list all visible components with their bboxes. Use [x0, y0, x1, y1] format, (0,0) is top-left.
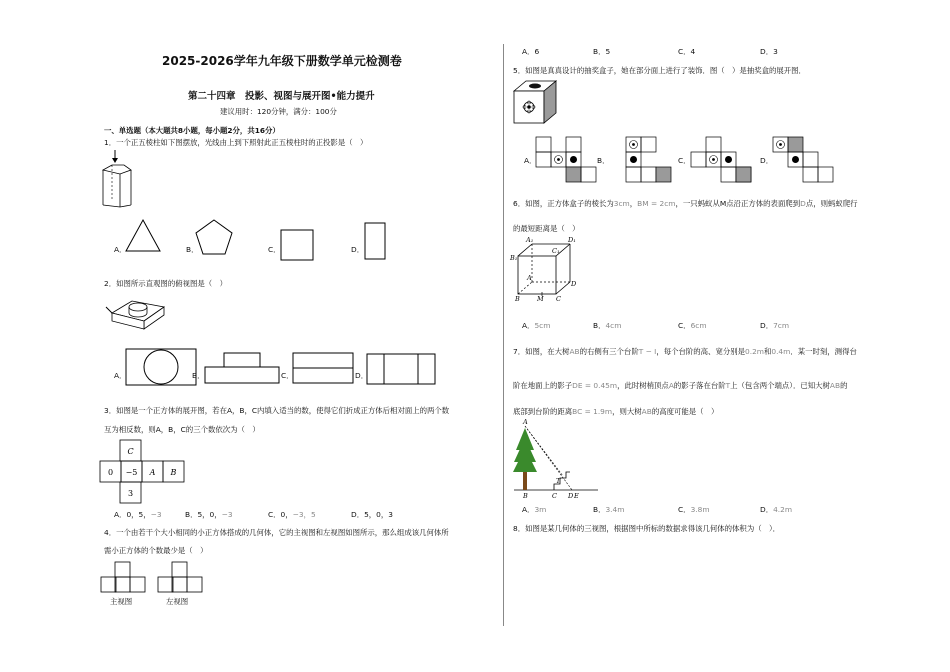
q6-stem-line2: 的最短距离是（ ）	[513, 224, 580, 233]
q4-left-view	[157, 561, 205, 593]
q7-text-2a: 阶在地面上的影子	[513, 381, 573, 390]
q6-option-d[interactable]	[760, 321, 789, 331]
q5-box-figure	[512, 79, 558, 125]
q3-option-a[interactable]	[114, 510, 162, 520]
q2-option-b[interactable]: B．	[192, 371, 205, 380]
q6-label-d: D	[571, 280, 577, 288]
q7-math-a: A	[668, 381, 674, 390]
q7-tree-figure	[510, 420, 600, 500]
q7-text-a: 7．如图，在大树	[513, 347, 570, 356]
q5-option-d[interactable]: D．	[760, 156, 774, 165]
q5-net-b	[610, 137, 676, 185]
q7-option-a-text: A．	[522, 505, 535, 514]
q6-option-a-text: A．	[522, 321, 535, 330]
q7-text-2d: 上（包含两个端点）．已知大树	[730, 381, 830, 390]
q3-option-b-math: −3	[221, 510, 233, 519]
q7-math-bc: BC = 1.9m	[572, 407, 613, 416]
q7-stem-line1	[513, 347, 857, 357]
q6-option-d-math: 7cm	[773, 321, 790, 330]
q7-text-3b: ，则大树	[612, 407, 642, 416]
q6-stem-line1: 6．如图，正方体盒子的棱长为3cm，BM = 2cm，一只蚂蚁从M点沿正方体的表面爬到D点，则蚂蚁爬行	[513, 199, 858, 208]
q7-math-de: DE = 0.45m	[572, 381, 618, 390]
q7-label-b: B	[523, 492, 528, 500]
q7-option-b-text: B．	[593, 505, 606, 514]
q6-label-m: M	[537, 295, 544, 303]
q6-math-edge: 3cm	[613, 199, 630, 208]
q6-option-b-math: 4cm	[605, 321, 622, 330]
q7-math-h: 0.2m	[745, 347, 764, 356]
net-label-a: A	[149, 468, 156, 477]
net-label-b: B	[170, 468, 177, 477]
q7-text-d: 和	[763, 347, 772, 356]
q1-rectangle-shape	[364, 222, 386, 260]
q7-option-d-math: 4.2m	[773, 505, 793, 514]
q7-option-d-text: D．	[760, 505, 774, 514]
q1-pentagon-shape	[195, 219, 233, 255]
q3-cube-net	[100, 438, 186, 504]
q2-option-d[interactable]: D．	[355, 371, 369, 380]
q3-option-b-text: B．5，0，	[185, 510, 222, 519]
q2-view-b	[204, 352, 280, 384]
q4-option-c[interactable]: C．4	[678, 47, 696, 56]
q2-option-c[interactable]: C．	[281, 371, 294, 380]
q6-label-a: A	[527, 274, 532, 282]
q7-math-tj: T − I	[638, 347, 657, 356]
q2-solid-figure	[104, 293, 168, 339]
q6-option-c-math: 6cm	[690, 321, 707, 330]
q1-option-d[interactable]: D．	[351, 245, 365, 254]
q2-option-a[interactable]: A．	[114, 371, 127, 380]
q1-stem: 1．一个正五棱柱如下图摆放，光线由上到下照射此正五棱柱时的正投影是（ ）	[104, 138, 368, 147]
q7-math-ab: AB	[569, 347, 580, 356]
q4-caption-left: 左视图	[166, 597, 189, 606]
q7-text-3a: 底部到台阶的距离	[513, 407, 573, 416]
q7-text-c: ，每个台阶的高、宽分别是	[656, 347, 746, 356]
chapter-title: 第二十四章 投影、视图与展开图•能力提升	[188, 91, 375, 102]
q6-text-c: 点，则蚂蚁爬行	[805, 199, 858, 208]
q7-text-3c: 的高度可能是（ ）	[651, 407, 719, 416]
q3-stem-line1: 3．如图是一个正方体的展开图，若在A，B，C内填入适当的数，使得它们折成正方体后相对面上的两个数	[104, 406, 450, 415]
q7-stem-line3	[513, 407, 718, 417]
q6-text-b: ，一只蚂蚁从M点沿正方体的表面爬到	[675, 199, 801, 208]
q7-text-e: ．某一时刻，测得台	[790, 347, 857, 356]
q7-math-ab2: AB	[829, 381, 841, 390]
q6-option-b-text: B．	[593, 321, 606, 330]
q4-caption-front: 主视图	[110, 597, 133, 606]
q5-option-c[interactable]: C．	[678, 156, 691, 165]
q3-option-c-math: −3，5	[292, 510, 316, 519]
net-label-neg5: −5	[125, 468, 138, 477]
q6-label-b: B	[515, 295, 520, 303]
q3-option-a-math: −3	[150, 510, 162, 519]
q7-option-d[interactable]	[760, 505, 792, 515]
page-title: 2025-2026学年九年级下册数学单元检测卷	[162, 54, 402, 68]
column-divider	[503, 44, 504, 626]
q1-option-b[interactable]: B．	[186, 245, 199, 254]
q6-cube-figure	[512, 236, 576, 304]
q7-math-ab3: AB	[641, 407, 652, 416]
q6-text-a: 6．如图，正方体盒子的棱长为	[513, 199, 614, 208]
q7-text-2c: 的影子落在台阶	[673, 381, 726, 390]
q7-math-t: T	[725, 381, 731, 390]
time-advice: 建议用时：120分钟，满分：100分	[220, 107, 337, 116]
section-heading: 一、单选题（本大题共8小题，每小题2分，共16分）	[104, 126, 280, 135]
q8-stem: 8．如图是某几何体的三视图，根据图中所标的数据求得该几何体的体积为（ ）．	[513, 524, 781, 533]
q6-label-b1: B₁	[510, 254, 518, 262]
q7-option-c[interactable]	[678, 505, 710, 515]
q5-net-a	[535, 137, 601, 185]
q6-math-bm: BM = 2cm	[637, 199, 676, 208]
q4-option-a[interactable]: A．6	[522, 47, 540, 56]
q6-option-c-text: C．	[678, 321, 691, 330]
q2-view-c	[292, 352, 354, 384]
q5-net-c	[690, 137, 756, 185]
q5-net-d	[772, 137, 838, 185]
q7-option-a-math: 3m	[534, 505, 547, 514]
q3-option-c[interactable]	[268, 510, 316, 520]
q2-stem: 2．如图所示直观图的俯视图是（ ）	[104, 279, 227, 288]
q6-label-d1: D₁	[568, 236, 576, 244]
q7-label-c: C	[552, 492, 557, 500]
q6-math-d: D	[800, 199, 806, 208]
q4-option-b[interactable]: B．5	[593, 47, 611, 56]
q7-option-a[interactable]	[522, 505, 546, 515]
q5-option-b[interactable]: B．	[597, 156, 610, 165]
q5-option-a[interactable]: A．	[524, 156, 537, 165]
q4-stem-line2: 需小正方体的个数最少是（ ）	[104, 546, 208, 555]
q7-label-d: D	[568, 492, 574, 500]
q6-option-b[interactable]	[593, 321, 621, 331]
q3-option-b[interactable]	[185, 510, 233, 520]
q4-front-view	[100, 561, 148, 593]
net-label-0: 0	[107, 468, 114, 477]
q1-option-c[interactable]: C．	[268, 245, 281, 254]
q3-stem-line2: 互为相反数，则A，B，C的三个数依次为（ ）	[104, 425, 260, 434]
q5-stem: 5．如图是真真设计的抽奖盒子，她在部分面上进行了装饰．图（ ）是抽奖盒的展开图．	[513, 66, 806, 75]
q6-option-a[interactable]	[522, 321, 550, 331]
q6-option-d-text: D．	[760, 321, 774, 330]
net-label-c: C	[127, 447, 134, 456]
q6-label-c: C	[556, 295, 561, 303]
q1-option-a[interactable]: A．	[114, 245, 127, 254]
q7-option-b-math: 3.4m	[605, 505, 625, 514]
q7-text-b: 的右侧有三个台阶	[579, 347, 639, 356]
q7-stem-line2	[513, 381, 847, 391]
q1-triangle-shape	[125, 219, 161, 253]
q7-label-e: E	[574, 492, 579, 500]
q6-option-a-math: 5cm	[534, 321, 551, 330]
q7-label-t: T	[556, 477, 561, 485]
q1-square-shape	[280, 229, 314, 261]
q2-view-d	[366, 353, 436, 385]
q3-option-d[interactable]: D．5，0，3	[351, 510, 393, 519]
q1-prism-figure	[100, 150, 140, 212]
q6-label-a1: A₁	[526, 236, 534, 244]
q7-text-2b: ，此时树梢顶点	[617, 381, 669, 390]
q7-math-w: 0.4m	[771, 347, 791, 356]
q7-option-c-text: C．	[678, 505, 691, 514]
q7-label-a: A	[523, 418, 528, 426]
q2-view-a	[125, 348, 197, 386]
q3-option-c-text: C．0，	[268, 510, 293, 519]
q4-option-d[interactable]: D．3	[760, 47, 778, 56]
q7-text-2e: 的	[840, 381, 848, 390]
q6-option-c[interactable]	[678, 321, 707, 331]
q4-stem-line1: 4．一个由若干个大小相同的小正方体搭成的几何体，它的主视图和左视图如图所示，那么组成该几何体所	[104, 528, 449, 537]
q6-label-c1: C₁	[552, 247, 560, 255]
q7-option-b[interactable]	[593, 505, 624, 515]
q7-option-c-math: 3.8m	[690, 505, 710, 514]
q3-option-a-text: A．0，5，	[114, 510, 151, 519]
net-label-3: 3	[127, 489, 134, 498]
